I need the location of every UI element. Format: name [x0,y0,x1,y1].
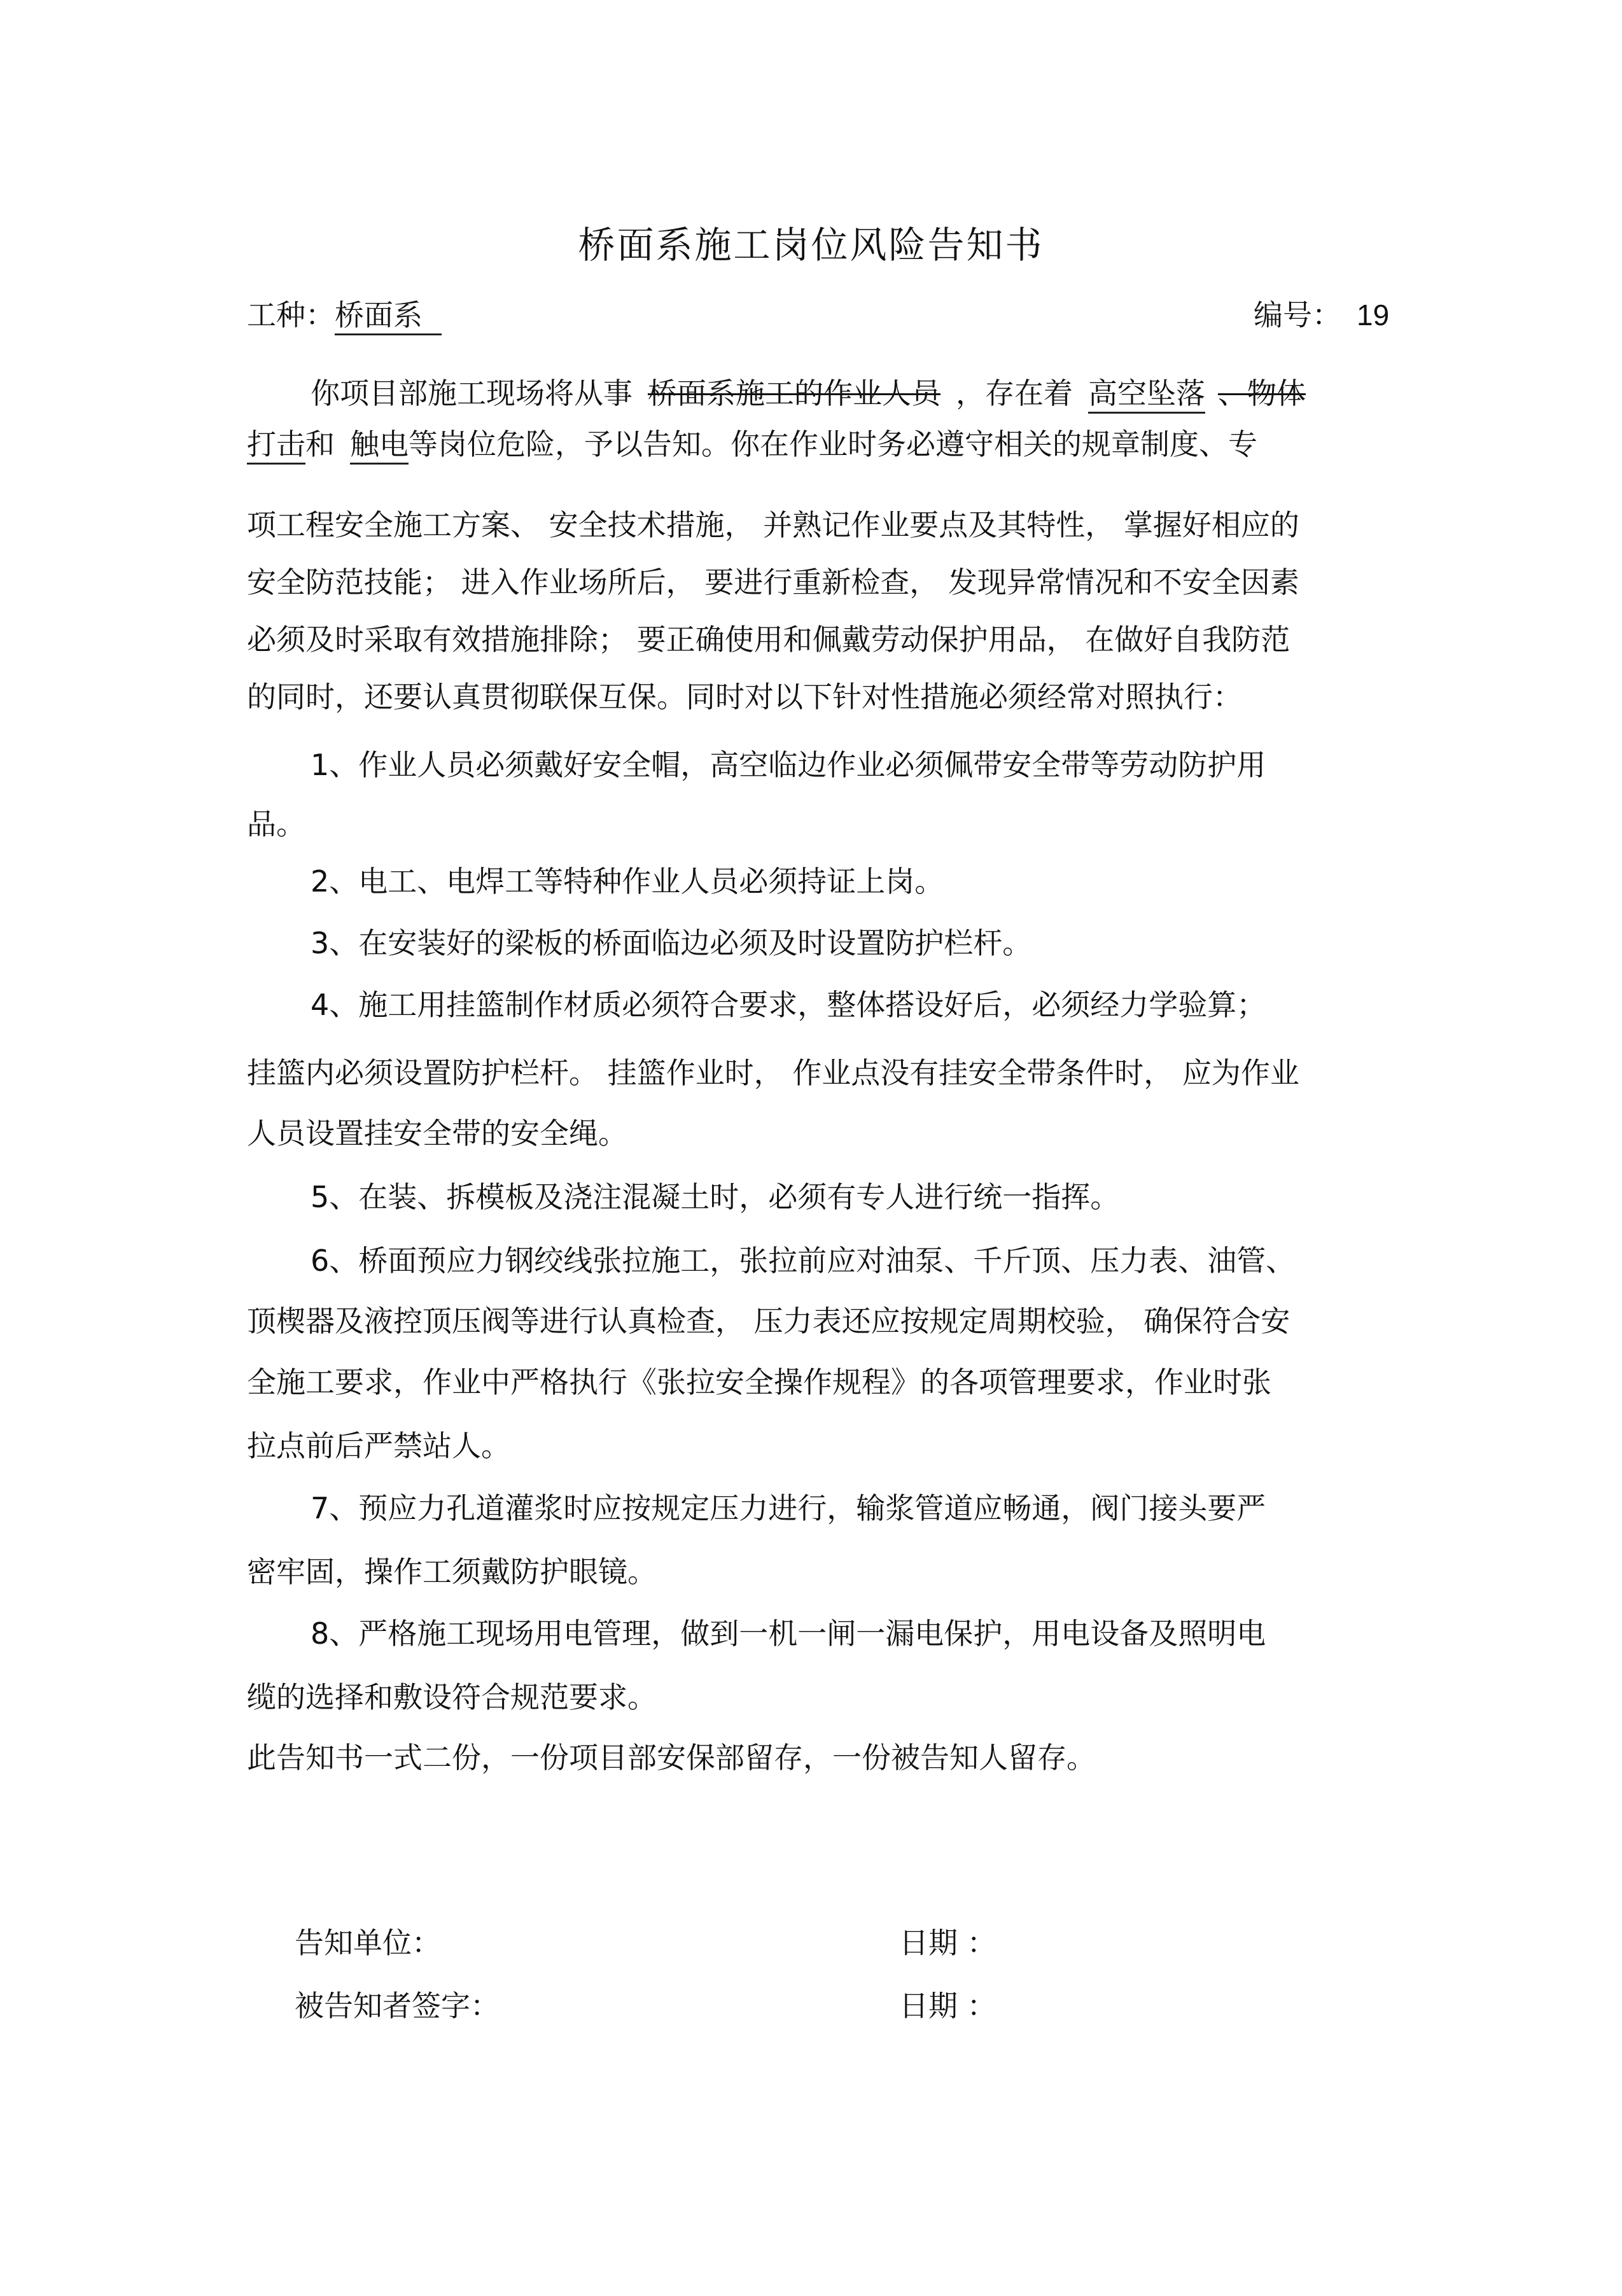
intro-line-3: 项工程安全施工方案、 安全技术措施， 并熟记作业要点及其特性， 掌握好相应的 [247,508,1299,542]
job-type-label: 工种： [247,298,335,332]
signer-label: 被告知者签字： [295,1989,500,2023]
document-title: 桥面系施工岗位风险告知书 [578,223,1044,267]
job-type-value: 桥面系 [335,298,442,335]
item-6-line-3: 全施工要求，作业中严格执行《张拉安全操作规程》的各项管理要求，作业时张 [247,1365,1271,1399]
closing-note: 此告知书一式二份，一份项目部安保部留存，一份被告知人留存。 [247,1740,1096,1775]
item-1-line-2: 品。 [247,807,305,841]
item-7-line-1: 7、预应力孔道灌浆时应按规定压力进行，输浆管道应畅通，阀门接头要严 [311,1491,1266,1525]
intro-text: 和 [305,427,335,461]
intro-line-1 [311,373,1456,414]
intro-text: ，存在着 [956,376,1073,410]
item-2: 2、电工、电焊工等特种作业人员必须持证上岗。 [311,864,944,899]
hazard-object: 、物体 [1218,376,1306,410]
hazard-strike: 打击 [247,427,305,465]
hazard-electric: 触电 [350,427,409,465]
item-8-line-1: 8、严格施工现场用电管理，做到一机一闸一漏电保护，用电设备及照明电 [311,1616,1266,1651]
item-1-line-1: 1、作业人员必须戴好安全帽，高空临边作业必须佩带安全带等劳动防护用 [311,748,1266,782]
intro-line-6: 的同时，还要认真贯彻联保互保。同时对以下针对性措施必须经常对照执行： [247,680,1242,714]
intro-line-4: 安全防范技能； 进入作业场所后， 要进行重新检查， 发现异常情况和不安全因素 [247,565,1299,599]
item-6-line-4: 拉点前后严禁站人。 [247,1429,510,1463]
intro-text: 等岗位危险，予以告知。你在作业时务必遵守相关的规章制度、专 [409,427,1257,461]
job-type-row [247,295,1392,335]
item-7-line-2: 密牢固，操作工须戴防护眼镜。 [247,1555,657,1589]
intro-line-2 [247,424,1392,465]
item-8-line-2: 缆的选择和敷设符合规范要求。 [247,1680,657,1714]
code-value: 19 [1357,298,1390,332]
item-3: 3、在安装好的梁板的桥面临边必须及时设置防护栏杆。 [311,926,1032,960]
intro-line-5: 必须及时采取有效措施排除； 要正确使用和佩戴劳动保护用品， 在做好自我防范 [247,622,1290,657]
item-5: 5、在装、拆模板及浇注混凝土时，必须有专人进行统一指挥。 [311,1180,1120,1214]
hazard-fall: 高空坠落 [1088,376,1205,414]
item-6-line-2: 顶楔器及液控顶压阀等进行认真检查， 压力表还应按规定周期校验， 确保符合安 [247,1304,1290,1338]
date-label-1: 日期 ： [899,1926,996,1960]
item-6-line-1: 6、桥面预应力钢绞线张拉施工，张拉前应对油泵、千斤顶、压力表、油管、 [311,1243,1296,1278]
intro-text: 你项目部施工现场将从事 [311,376,633,410]
code-row [1254,295,1389,335]
item-4-line-3: 人员设置挂安全带的安全绳。 [247,1116,627,1151]
struck-work-type: 桥面系施工的作业人员 [648,376,940,410]
notifying-unit-label: 告知单位： [295,1926,441,1960]
code-label: 编号： [1254,298,1341,332]
item-4-line-1: 4、施工用挂篮制作材质必须符合要求，整体搭设好后，必须经力学验算； [311,988,1266,1022]
item-4-line-2: 挂篮内必须设置防护栏杆。 挂篮作业时， 作业点没有挂安全带条件时， 应为作业 [247,1056,1299,1090]
date-label-2: 日期 ： [899,1989,996,2023]
